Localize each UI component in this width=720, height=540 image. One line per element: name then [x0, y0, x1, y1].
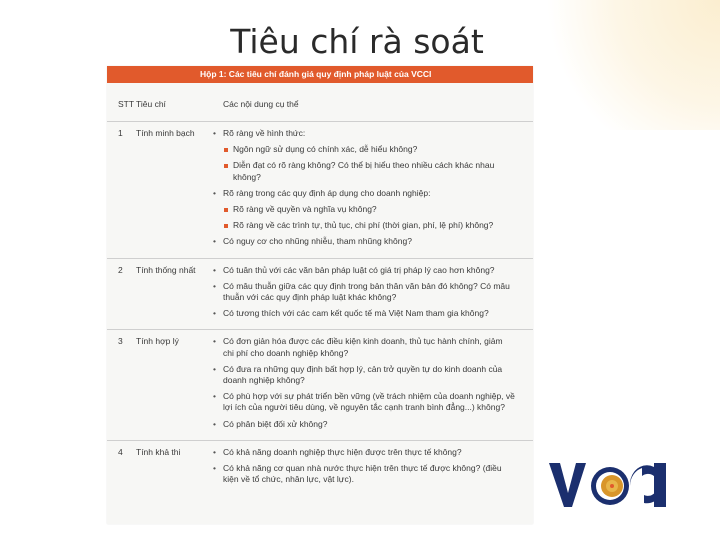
- content-item: • Có mâu thuẫn giữa các quy định trong bản thân văn bản đó không? Có mâu thuẫn với các quy định pháp luật khác không?: [213, 281, 515, 303]
- row-number: 3: [118, 336, 123, 347]
- criterion-name: Tính minh bạch: [136, 128, 195, 138]
- content-item: • Có nguy cơ cho nhũng nhiễu, tham nhũng không?: [213, 236, 515, 247]
- corner-decoration: [530, 0, 720, 130]
- column-content: Các nội dung cụ thể: [223, 99, 299, 109]
- row-number: 4: [118, 446, 123, 457]
- content-item: • Có phù hợp với sự phát triển bền vững (về trách nhiệm của doanh nghiệp, về lợi ích của người tiêu dùng, về nguyên tắc cạnh tranh bình đẳng...) không?: [213, 391, 515, 413]
- row-number: 2: [118, 264, 123, 275]
- content-item: • Có khả năng doanh nghiệp thực hiện được trên thực tế không?: [213, 447, 515, 458]
- content-item: • Có khả năng cơ quan nhà nước thực hiện trên thực tế được không? (điều kiện về tổ chức, nhân lực, vật lực).: [213, 463, 515, 485]
- criteria-rows: [107, 121, 533, 495]
- column-headers: [107, 99, 533, 121]
- criterion-content: [213, 447, 515, 486]
- criterion-name: Tính thống nhất: [136, 264, 196, 275]
- content-subitem: Rõ ràng về các trình tự, thủ tục, chi phí (thời gian, phí, lệ phí) không?: [223, 220, 515, 231]
- content-subitem: Rõ ràng về quyền và nghĩa vụ không?: [223, 204, 515, 215]
- vcci-logo: [546, 455, 686, 515]
- criteria-document: [107, 66, 533, 524]
- content-item: • Có đơn giản hóa được các điều kiện kinh doanh, thủ tục hành chính, giảm chi phí cho doanh nghiệp không?: [213, 336, 515, 358]
- column-stt: STT: [118, 99, 135, 109]
- content-subitem: Diễn đạt có rõ ràng không? Có thể bị hiểu theo nhiều cách khác nhau không?: [223, 160, 515, 182]
- content-item: • Có phân biệt đối xử không?: [213, 419, 515, 430]
- criteria-row: [107, 329, 533, 439]
- document-header: Hộp 1: Các tiêu chí đánh giá quy định pháp luật của VCCI: [107, 66, 533, 83]
- criteria-row: [107, 440, 533, 496]
- criterion-name: Tính hợp lý: [136, 336, 179, 347]
- row-number: 1: [118, 128, 123, 138]
- content-item: • Rõ ràng về hình thức:: [213, 128, 515, 139]
- criteria-row: [107, 121, 533, 258]
- content-item: • Có tuân thủ với các văn bản pháp luật có giá trị pháp lý cao hơn không?: [213, 265, 515, 276]
- criterion-content: [213, 336, 515, 429]
- content-item: • Rõ ràng trong các quy định áp dụng cho doanh nghiệp:: [213, 188, 515, 199]
- slide-title: Tiêu chí rà soát: [230, 22, 484, 61]
- criterion-content: [213, 128, 515, 248]
- content-item: • Có đưa ra những quy định bất hợp lý, cản trở quyền tự do kinh doanh của doanh nghiệp không?: [213, 364, 515, 386]
- criterion-name: Tính khả thi: [136, 446, 181, 457]
- criteria-row: [107, 258, 533, 330]
- content-item: • Có tương thích với các cam kết quốc tế mà Việt Nam tham gia không?: [213, 308, 515, 319]
- criterion-content: [213, 265, 515, 320]
- content-subitem: Ngôn ngữ sử dụng có chính xác, dễ hiểu không?: [223, 144, 515, 155]
- column-criterion: Tiêu chí: [136, 99, 166, 109]
